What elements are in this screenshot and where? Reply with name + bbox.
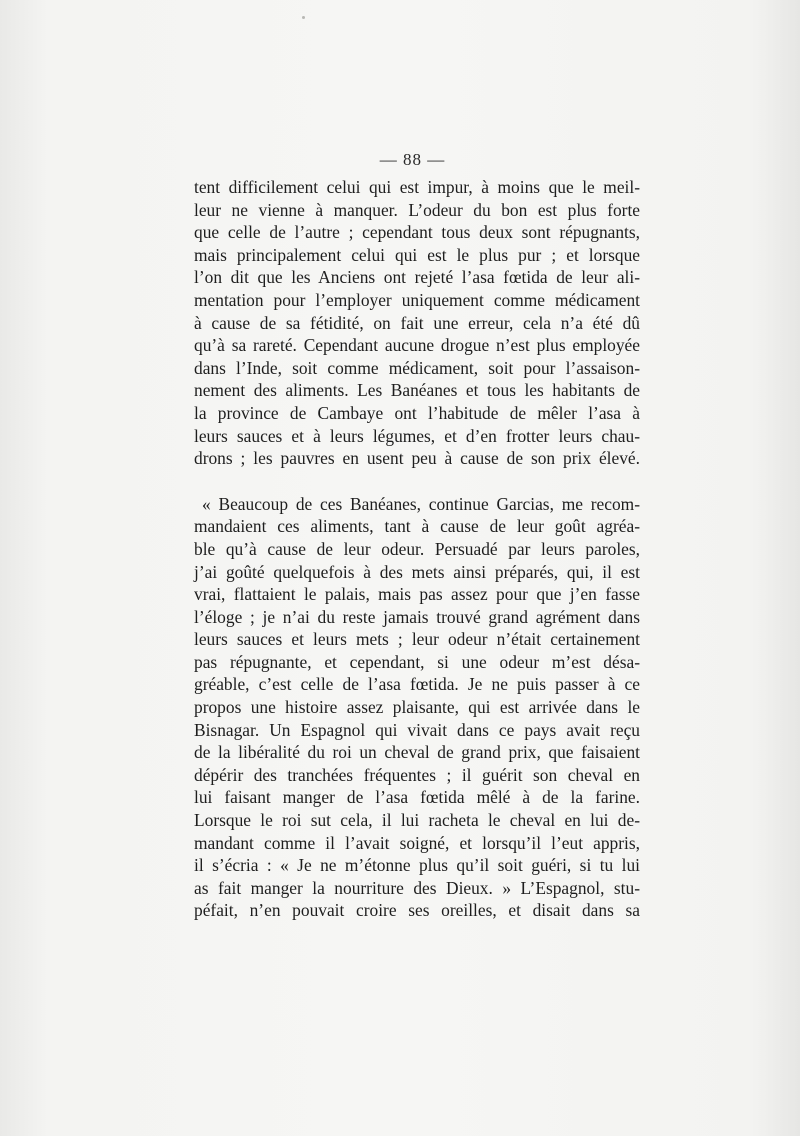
text-line: que celle de l’autre ; cependant tous deux sont répugnants,: [194, 222, 640, 243]
text-line: mais principalement celui qui est le plus pur ; et lorsque: [194, 244, 640, 265]
paragraph-gap: [194, 470, 640, 493]
text-line: péfait, n’en pouvait croire ses oreilles, et disait dans sa: [194, 900, 640, 921]
text-line: « Beaucoup de ces Banéanes, continue Garcias, me recom-: [202, 493, 640, 514]
paper-speck: [302, 16, 305, 19]
text-line: mandaient ces aliments, tant à cause de leur goût agréa-: [194, 516, 640, 537]
text-line: mandant comme il l’avait soigné, et lorsqu’il l’eut appris,: [194, 832, 640, 853]
text-line: tent difficilement celui qui est impur, à moins que le meil-: [194, 177, 640, 197]
text-line: dépérir des tranchées fréquentes ; il guérit son cheval en: [194, 764, 640, 785]
text-line: propos une histoire assez plaisante, qui est arrivée dans le: [194, 697, 640, 718]
page-number: — 88 —: [379, 150, 446, 169]
text-line: mentation pour l’employer uniquement comme médicament: [194, 289, 640, 310]
text-line: nement des aliments. Les Banéanes et tous les habitants de: [194, 380, 640, 401]
text-line: la province de Cambaye ont l’habitude de mêler l’asa à: [194, 402, 640, 423]
text-line: j’ai goûté quelquefois à des mets ainsi préparés, qui, il est: [194, 561, 640, 582]
text-line: drons ; les pauvres en usent peu à cause de son prix élevé.: [194, 448, 640, 469]
text-line: qu’à sa rareté. Cependant aucune drogue n’est plus employée: [194, 335, 640, 356]
paragraph-1: [194, 176, 640, 470]
text-line: il s’écria : « Je ne m’étonne plus qu’il soit guéri, si tu lui: [194, 855, 640, 876]
text-line: lui faisant manger de l’asa fœtida mêlé à de la farine.: [194, 787, 640, 808]
text-line: de la libéralité du roi un cheval de grand prix, que faisaient: [194, 742, 640, 763]
body-text: [194, 176, 640, 922]
text-line: vrai, flattaient le palais, mais pas assez pour que j’en fasse: [194, 584, 640, 605]
text-line: l’éloge ; je n’ai du reste jamais trouvé grand agrément dans: [194, 606, 640, 627]
paragraph-2: [194, 493, 640, 922]
text-line: gréable, c’est celle de l’asa fœtida. Je ne puis passer à ce: [194, 674, 640, 695]
text-line: leur ne vienne à manquer. L’odeur du bon est plus forte: [194, 199, 640, 220]
text-line: à cause de sa fétidité, on fait une erreur, cela n’a été dû: [194, 312, 640, 333]
text-line: leurs sauces et leurs mets ; leur odeur n’était certainement: [194, 629, 640, 650]
text-line: Bisnagar. Un Espagnol qui vivait dans ce pays avait reçu: [194, 719, 640, 740]
text-line: pas répugnante, et cependant, si une odeur m’est désa-: [194, 651, 640, 672]
text-line: leurs sauces et à leurs légumes, et d’en frotter leurs chau-: [194, 425, 640, 446]
text-line: as fait manger la nourriture des Dieux. » L’Espagnol, stu-: [194, 877, 640, 898]
text-line: ble qu’à cause de leur odeur. Persuadé par leurs paroles,: [194, 538, 640, 559]
text-line: dans l’Inde, soit comme médicament, soit pour l’assaison-: [194, 357, 640, 378]
text-line: Lorsque le roi sut cela, il lui racheta le cheval en lui de-: [194, 810, 640, 831]
text-line: l’on dit que les Anciens ont rejeté l’asa fœtida de leur ali-: [194, 267, 640, 288]
